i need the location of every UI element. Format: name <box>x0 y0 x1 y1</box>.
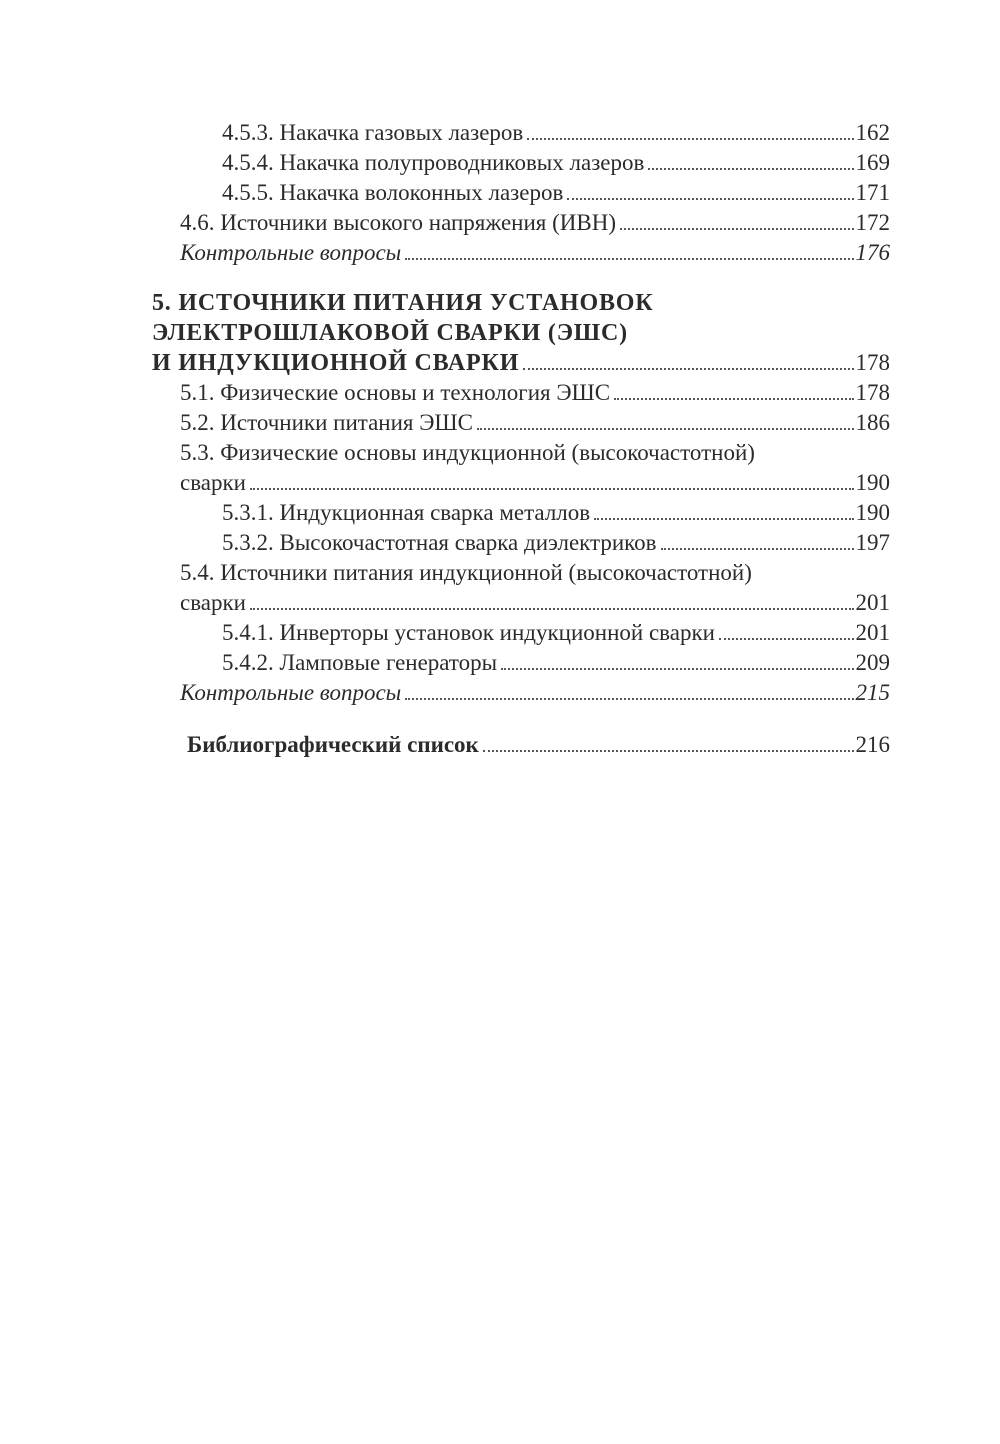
toc-entry-page: 172 <box>855 210 890 235</box>
toc-entry-page: 178 <box>855 380 890 405</box>
toc-entry-4-6[interactable] <box>0 208 1000 238</box>
dot-leader <box>594 498 853 520</box>
chapter-heading-text: И ИНДУКЦИОННОЙ СВАРКИ <box>152 350 520 376</box>
dot-leader <box>620 208 853 230</box>
toc-entry-4-5-5[interactable] <box>0 178 1000 208</box>
toc-entry-page: 216 <box>855 732 890 757</box>
chapter-heading-text: 5. ИСТОЧНИКИ ПИТАНИЯ УСТАНОВОК <box>152 290 654 316</box>
toc-entry-title: 5.3. Физические основы индукционной (высокочастотной) <box>180 440 755 465</box>
toc-entry-5-4-2[interactable] <box>0 648 1000 678</box>
toc-entry-5-4-1[interactable] <box>0 618 1000 648</box>
dot-leader <box>250 588 854 610</box>
toc-entry-5-4-line2[interactable] <box>0 588 1000 618</box>
toc-entry-5-4-line1[interactable] <box>0 558 1000 588</box>
chapter-heading-text: ЭЛЕКТРОШЛАКОВОЙ СВАРКИ (ЭШС) <box>152 320 628 346</box>
dot-leader <box>527 118 853 140</box>
toc-entry-5-3-line1[interactable] <box>0 438 1000 468</box>
toc-entry-page: 201 <box>855 590 890 615</box>
dot-leader <box>567 178 853 200</box>
toc-entry-title-continued: сварки <box>180 590 246 615</box>
toc-entry-5-3-2[interactable] <box>0 528 1000 558</box>
dot-leader <box>483 730 854 752</box>
toc-entry-review-questions-4[interactable] <box>0 238 1000 268</box>
toc-entry-title: 5.3.2. Высокочастотная сварка диэлектриков <box>222 530 657 555</box>
toc-entry-title: 4.6. Источники высокого напряжения (ИВН) <box>180 210 617 235</box>
toc-entry-title: 5.4. Источники питания индукционной (высокочастотной) <box>180 560 752 585</box>
toc-entry-4-5-4[interactable] <box>0 148 1000 178</box>
dot-leader <box>250 468 854 490</box>
chapter5-heading-line1[interactable] <box>0 288 1000 318</box>
chapter5-heading-line3[interactable] <box>0 348 1000 378</box>
dot-leader <box>405 238 853 260</box>
dot-leader <box>614 378 853 400</box>
toc-entry-page: 169 <box>855 150 890 175</box>
toc-entry-page: 197 <box>855 530 890 555</box>
toc-entry-page: 162 <box>855 120 890 145</box>
toc-entry-page: 178 <box>855 350 890 375</box>
toc-entry-page: 176 <box>855 240 890 265</box>
toc-entry-page: 190 <box>855 500 890 525</box>
toc-entry-title: 5.4.1. Инверторы установок индукционной сварки <box>222 620 715 645</box>
toc-entry-title: Контрольные вопросы <box>180 240 402 265</box>
toc-entry-title: Контрольные вопросы <box>180 680 402 705</box>
toc-entry-page: 186 <box>855 410 890 435</box>
toc-entry-page: 190 <box>855 470 890 495</box>
toc-entry-4-5-3[interactable] <box>0 118 1000 148</box>
toc-entry-5-2[interactable] <box>0 408 1000 438</box>
toc-entry-title: 5.1. Физические основы и технология ЭШС <box>180 380 611 405</box>
toc-entry-5-1[interactable] <box>0 378 1000 408</box>
toc-entry-bibliography[interactable] <box>0 730 1000 760</box>
toc-entry-title-continued: сварки <box>180 470 246 495</box>
toc-entry-page: 215 <box>855 680 890 705</box>
toc-entry-page: 171 <box>855 180 890 205</box>
toc-entry-page: 201 <box>855 620 890 645</box>
toc-entry-title: 4.5.3. Накачка газовых лазеров <box>222 120 524 145</box>
toc-entry-5-3-line2[interactable] <box>0 468 1000 498</box>
toc-entry-title: Библиографический список <box>187 732 479 757</box>
dot-leader <box>523 348 853 370</box>
toc-entry-page: 209 <box>855 650 890 675</box>
dot-leader <box>477 408 854 430</box>
toc-entry-title: 5.2. Источники питания ЭШС <box>180 410 473 435</box>
dot-leader <box>648 148 853 170</box>
dot-leader <box>405 678 853 700</box>
table-of-contents <box>0 118 1000 760</box>
dot-leader <box>501 648 853 670</box>
toc-entry-title: 5.4.2. Ламповые генераторы <box>222 650 498 675</box>
dot-leader <box>661 528 854 550</box>
dot-leader <box>719 618 854 640</box>
toc-entry-5-3-1[interactable] <box>0 498 1000 528</box>
toc-entry-review-questions-5[interactable] <box>0 678 1000 708</box>
toc-entry-title: 4.5.4. Накачка полупроводниковых лазеров <box>222 150 645 175</box>
toc-entry-title: 5.3.1. Индукционная сварка металлов <box>222 500 591 525</box>
toc-entry-title: 4.5.5. Накачка волоконных лазеров <box>222 180 564 205</box>
chapter5-heading-line2[interactable] <box>0 318 1000 348</box>
